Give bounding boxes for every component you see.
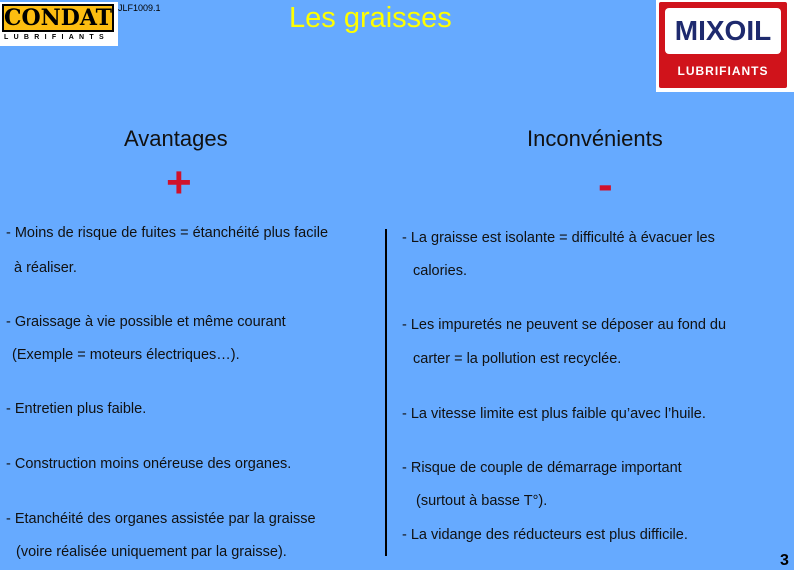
advantage-line: - Construction moins onéreuse des organes. <box>6 456 292 472</box>
page-title: Les graisses <box>289 2 452 34</box>
advantage-line: - Graissage à vie possible et même courant <box>6 314 286 330</box>
disadvantage-line: - La vidange des réducteurs est plus difficile. <box>402 527 688 543</box>
mixoil-logo-subtitle: LUBRIFIANTS <box>677 64 769 78</box>
page-number: 3 <box>780 552 789 569</box>
advantage-line: - Etanchéité des organes assistée par la graisse <box>6 511 316 527</box>
disadvantage-line: - Risque de couple de démarrage important <box>402 460 682 476</box>
advantage-line: (voire réalisée uniquement par la graisse). <box>16 544 287 560</box>
mixoil-logo <box>656 0 794 92</box>
advantage-line: - Entretien plus faible. <box>6 401 147 417</box>
advantages-heading: Avantages <box>124 126 228 151</box>
advantage-line: à réaliser. <box>14 260 77 276</box>
advantage-line: (Exemple = moteurs électriques…). <box>12 347 240 363</box>
condat-logo-subtitle: LUBRIFIANTS <box>4 34 109 41</box>
disadvantage-line: (surtout à basse T°). <box>416 493 548 509</box>
disadvantage-line: - La graisse est isolante = difficulté à évacuer les <box>402 230 715 246</box>
condat-logo-word: CONDAT <box>3 5 113 31</box>
disadvantage-line: - Les impuretés ne peuvent se déposer au fond du <box>402 317 727 333</box>
column-divider <box>385 229 387 556</box>
minus-sign: - <box>598 160 613 209</box>
document-reference: JLF1009.1 <box>118 3 161 13</box>
disadvantages-heading: Inconvénients <box>527 126 663 151</box>
plus-sign: + <box>166 158 192 207</box>
condat-logo <box>0 2 118 46</box>
disadvantage-line: calories. <box>413 263 467 279</box>
disadvantage-line: - La vitesse limite est plus faible qu’avec l’huile. <box>402 406 706 422</box>
disadvantage-line: carter = la pollution est recyclée. <box>413 351 622 367</box>
mixoil-logo-word: MIXOIL <box>665 8 781 54</box>
advantage-line: - Moins de risque de fuites = étanchéité plus facile <box>6 225 329 241</box>
